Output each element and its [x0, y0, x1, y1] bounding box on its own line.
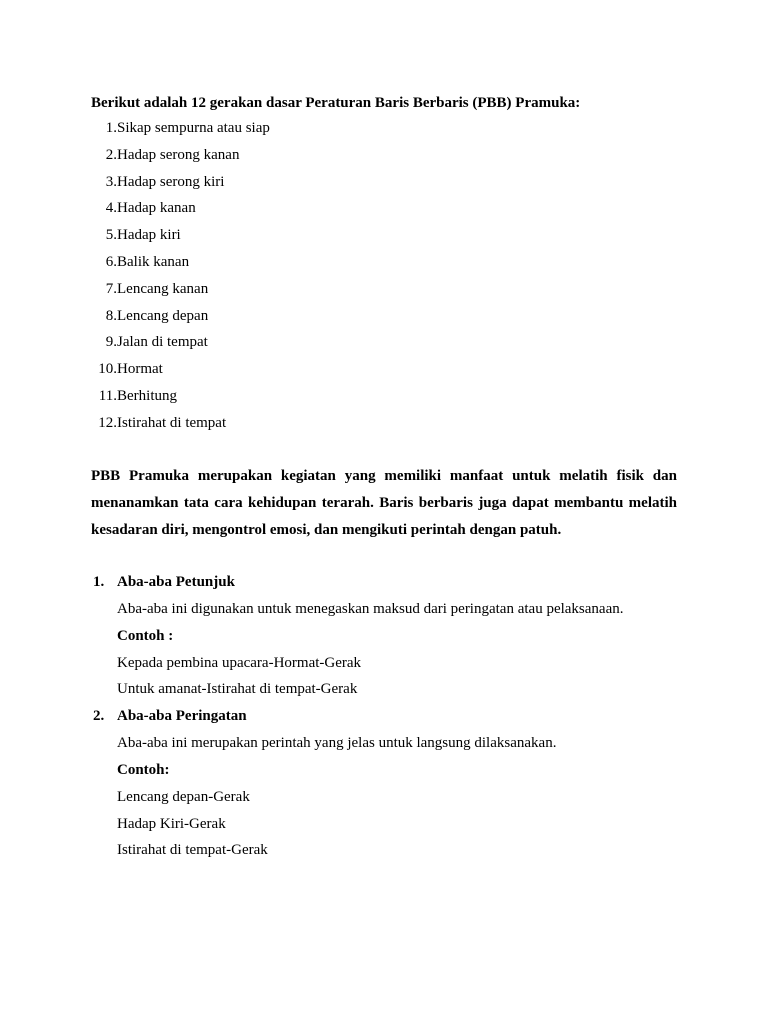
section-description: Aba-aba ini merupakan perintah yang jelas untuk langsung dilaksanakan.	[117, 735, 557, 752]
list-item-text: Hormat	[117, 361, 163, 378]
list-item-text: Istirahat di tempat	[117, 414, 227, 431]
list-item-number: 9.	[105, 334, 117, 351]
list-item-number: 7.	[105, 280, 117, 297]
list-item-number: 11.	[98, 387, 117, 404]
section-number: 2.	[93, 708, 105, 725]
list-item-text: Berhitung	[117, 387, 177, 404]
section-heading	[91, 571, 677, 598]
body-paragraph: PBB Pramuka merupakan kegiatan yang memiliki manfaat untuk melatih fisik dan menanamkan tata cara kehidupan terarah. Baris berbaris juga dapat membantu melatih kesadaran diri, mengontrol emosi, dan mengikuti perintah dengan patuh.	[91, 468, 677, 538]
list-item-text: Jalan di tempat	[117, 334, 208, 351]
list-item	[91, 224, 181, 251]
list-item-text: Lencang kanan	[117, 280, 209, 297]
list-item	[91, 197, 196, 224]
aba-aba-sections	[91, 571, 677, 866]
list-item	[91, 117, 270, 144]
example-label: Contoh :	[117, 627, 174, 644]
list-item-number: 12.	[98, 414, 117, 431]
example-item: Kepada pembina upacara-Hormat-Gerak	[117, 654, 362, 671]
example-label: Contoh:	[117, 761, 170, 778]
section-title: Aba-aba Peringatan	[117, 708, 247, 725]
list-item-number: 1.	[105, 120, 117, 136]
section-heading	[91, 705, 677, 732]
list-item-text: Hadap serong kanan	[117, 146, 240, 163]
list-item-text: Balik kanan	[117, 253, 190, 270]
list-item	[91, 144, 240, 171]
list-item-text: Hadap kiri	[117, 227, 181, 244]
list-item	[91, 171, 225, 198]
example-item: Lencang depan-Gerak	[117, 788, 250, 805]
list-item	[91, 278, 209, 305]
list-item-text: Sikap sempurna atau siap	[117, 120, 270, 136]
list-item-number: 6.	[105, 253, 117, 270]
example-item: Untuk amanat-Istirahat di tempat-Gerak	[117, 681, 358, 698]
list-item-number: 10.	[98, 361, 117, 378]
section-title: Aba-aba Petunjuk	[117, 574, 235, 590]
list-item	[91, 251, 190, 278]
list-item	[91, 358, 163, 385]
list-item	[91, 385, 177, 412]
example-item: Hadap Kiri-Gerak	[117, 815, 226, 832]
list-item-number: 5.	[105, 227, 117, 244]
section-number: 1.	[93, 574, 105, 590]
list-item-text: Hadap kanan	[117, 200, 196, 217]
gerakan-list	[91, 117, 270, 439]
list-item-number: 4.	[105, 200, 117, 217]
section-peringatan	[91, 705, 677, 866]
list-item-number: 3.	[105, 173, 117, 190]
list-item-text: Lencang depan	[117, 307, 209, 324]
list-item	[91, 412, 227, 439]
intro-heading: Berikut adalah 12 gerakan dasar Peraturan Baris Berbaris (PBB) Pramuka:	[91, 95, 581, 111]
section-petunjuk	[91, 571, 677, 705]
list-item	[91, 305, 209, 332]
list-item	[91, 331, 208, 358]
section-description: Aba-aba ini digunakan untuk menegaskan maksud dari peringatan atau pelaksanaan.	[117, 601, 624, 617]
list-item-number: 8.	[105, 307, 117, 324]
list-item-number: 2.	[105, 146, 117, 163]
example-item: Istirahat di tempat-Gerak	[117, 842, 268, 859]
list-item-text: Hadap serong kiri	[117, 173, 225, 190]
